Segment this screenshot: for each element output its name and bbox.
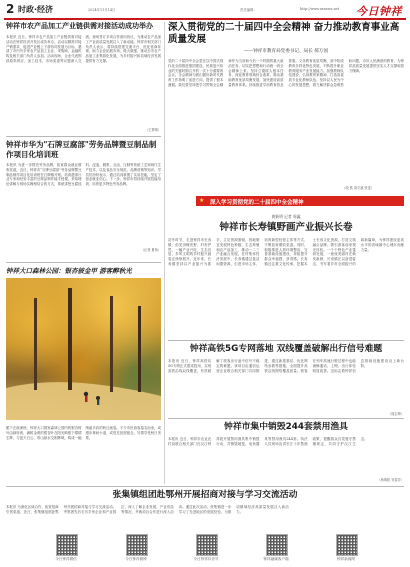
article-zhangji-investment: [6, 490, 404, 534]
article-lead: [168, 22, 404, 212]
column-divider: [164, 22, 165, 484]
photo-illustration: [6, 278, 161, 420]
page-header: [0, 0, 410, 18]
header-rule: [4, 18, 406, 20]
photo-text: 眼下正值深秋，钟祥大口国家森林公园内的银杏树叶由绿转黄，满树金黄的银杏叶在阳光映照下熠熠生辉，与蓝天白云、青山绿水交相辉映，构成一幅绚丽多彩的秋日画卷。不少市民游客慕名而来，或漫步林间小道，或驻足拍照留念，尽情享受秋日美景。: [6, 426, 161, 440]
qr-label: 今日钟祥抖音号: [193, 557, 219, 561]
article-body: 本报讯 近日，钟祥市农产品加工产业链供需对接活动在钟祥经济开发区成功举办。活动以精准对接产销需求，促进产业链上下游协同发展为目标，邀请了市内外多家农产品加工企业、采购商、金融机构及相关部门负责人参加。活动现场，企业代表围绕原料供应、加工技术、市场渠道等议题深入交流，现场签订多项合作意向协议，为推动农产品加工产业高质量发展注入了新动能。钟祥市相关部门负责人表示，将持续搭建交流平台，优化营商环境，助力企业拓展市场、做大做强，推动全市农产品加工业集群化发展，为乡村振兴和县域经济发展提供有力支撑。: [6, 35, 161, 63]
article-body: 本报讯 为深化区域合作，拓宽招商引资渠道，近日，张集镇组团赴鄂州开展招商对接与学习交流活动。考察团先后走访多家企业和产业园区，深入了解企业发展、产业布局等情况，并就项目合作进行深入洽谈。通过此次活动，张集镇进一步学习了先进地区的发展经验，为推动镇域经济高质量发展注入新活力。: [6, 505, 289, 514]
qr-code[interactable]: [266, 534, 288, 556]
qr-code[interactable]: [196, 534, 218, 556]
lead-title: 深入贯彻党的二十届四中全会精神 奋力推动教育事业高质量发展: [168, 22, 400, 45]
issue-date: 2024年11月14日: [88, 8, 116, 12]
photo-feature: [6, 266, 161, 490]
page-number: 2: [6, 2, 15, 16]
site-url[interactable]: http://www.zxnews.net: [300, 7, 340, 11]
article-credit: （王梦晴）: [145, 127, 161, 132]
qr-label: 钟祥新闻网: [337, 557, 355, 561]
qr-code[interactable]: [56, 534, 78, 556]
divider: [6, 486, 404, 487]
ginkgo-photo: [6, 278, 161, 420]
divider: [6, 136, 161, 137]
divider: [6, 262, 161, 263]
newspaper-logo: 今日钟祥: [356, 5, 402, 18]
article-title: 钟祥市长寿镇野画产业振兴长卷: [219, 222, 353, 233]
article-tofu-training: [6, 140, 161, 260]
qr-label: 今日钟祥微信: [55, 557, 77, 561]
divider: [168, 418, 404, 419]
qr-code[interactable]: [336, 534, 358, 556]
byline: 黄新明 记者 周鑫: [271, 214, 301, 219]
lead-body: 党的二十届四中全会是在以中国式现代化全面推进强国建设、民族复兴伟业的关键时期召开的一次十分重要的会议。全会精神为我们做好新时代教育工作指明了前进方向、提供了根本遵循。我们要坚持把学习贯彻全会精神作为当前和今后一个时期的重大政治任务，切实把思想和行动统一到全会精神上来。坚持立德树人根本任务，深化教育领域综合改革，推动基础教育优质均衡发展，加快建设高质量教育体系。持续推进学前教育普及普惠、义务教育优质均衡、高中阶段教育多样化特色发展，不断提升职业教育服务产业发展能力。加强教师队伍建设，弘扬教育家精神，打造高素质专业化教师队伍。坚持以人民为中心的发展思想，着力解决群众急难愁盼问题，办好人民满意的教育，为钟祥高质量发展提供坚实人才支撑和智力保障。: [168, 59, 404, 87]
article-title: 钟祥市集中销毁244套禁用渔具: [224, 422, 348, 432]
lead-credit: （段 燕 周天斌 张雯）: [342, 185, 374, 190]
article-title: 钟祥市农产品加工产业链供需对接活动成功举办: [6, 22, 153, 30]
article-body: 本报讯 近日，钟祥市农业农村局联合相关部门在汉江钟祥段开展禁用渔具集中销毁行动，共销毁地笼、电鱼器具等禁用渔具244套。执法人员现场宣讲长江十年禁渔政策，提醒群众自觉遵守禁捕规定，共同守护汉江生态。: [168, 437, 368, 446]
section-name: 时政·经济: [18, 5, 54, 14]
divider: [168, 340, 404, 341]
article-agri-supply: [6, 22, 161, 134]
banner-icon: ★: [199, 197, 205, 204]
qr-code[interactable]: [126, 534, 148, 556]
editor-line: 责任编辑：: [240, 8, 257, 12]
footer: [0, 534, 410, 567]
photo-caption: 钟祥大口森林公园：银杏披金甲 游客醉秋光: [6, 267, 132, 275]
article-title: 张集镇组团赴鄂州开展招商对接与学习交流活动: [112, 490, 298, 500]
article-credit: （周宏坤）: [388, 411, 404, 416]
article-credit: （杨明阳 吴春芳）: [377, 477, 404, 482]
article-body: 本报讯 近日，钟祥高铁站5G专网正式建成投用，实现高铁沿线双线覆盖，有效破解了旅客出行途中信号不稳定的难题。该项目由通信运营企业联合相关部门共同推进，通过新建基站、优化网络参数等措施，全面提升高铁沿线网络覆盖质量。旅客在列车高速行驶过程中也能流畅通话、上网，出行体验明显改善。这标志着钟祥信息基础设施建设迈上新台阶。: [168, 359, 404, 373]
article-credit: （记者 夏杨）: [140, 247, 161, 252]
article-fishing-gear: [168, 422, 404, 482]
article-title: 钟祥高铁5G专网落地 双线覆盖破解出行信号难题: [189, 344, 383, 354]
article-changshou-scroll: [168, 214, 404, 338]
qr-label: 今日钟祥微博: [125, 557, 147, 561]
lead-subtitle: ——钟祥市教育局党委书记、局长 郝万国: [243, 49, 329, 54]
article-title: 钟祥市华为"石牌豆腐部"劳务品牌暨豆制品制作项目化培训班: [6, 140, 157, 159]
article-5g-network: [168, 344, 404, 416]
study-banner: [196, 196, 404, 206]
article-body: 初冬时节，走进钟祥市长寿镇，但见田畴沃野、村舍俨然，一幅产业兴旺、生态宜居、乡风文明的乡村振兴画卷正徐徐展开。近年来，长寿镇坚持以产业振兴为抓手，立足资源禀赋，因地制宜发展特色种植、生态养殖和农产品加工，推动一二三产业融合发展。在村集体经济发展中，长寿镇通过盘活闲置资源、引进市场主体、培育新型经营主体等方式，不断拓宽增收渠道。同时，积极推进人居环境整治，完善基础设施建设，持续提升群众幸福感、获得感。长寿镇还注重文化传承，挖掘本土长寿文化资源，打造文旅融合品牌，吸引游客前来观光体验。一个个特色产业蓬勃发展，一座座美丽村庄焕发新颜，长寿镇正以奋进姿态，书写着乡村全面振兴的崭新篇章，为钟祥建设更高水平的省域副中心城市贡献力量。: [168, 238, 404, 266]
article-body: 本报讯 为进一步擦亮劳务品牌，拓宽群众就业增收渠道，近日，钟祥市“石牌豆腐部”劳务品牌暨豆制品制作项目化培训班在石牌镇开班。培训邀请行业专家和经验丰富的豆制品制作能手授课，采取理论讲解与现场实操相结合的方式，系统讲授豆腐选料、浸泡、磨浆、点卤、压制等传统工艺和现代生产技术，以及食品安全规范、品牌营销等知识。学员们纷纷表示，通过培训掌握了实用技能，坚定了创业就业信心。下一步，钟祥市将持续开展技能培训，培育更多特色劳务品牌。: [6, 163, 161, 187]
banner-text: 深入学习贯彻党的二十届四中全会精神: [210, 199, 304, 206]
qr-label: 钟祥融媒客户端: [263, 557, 289, 561]
